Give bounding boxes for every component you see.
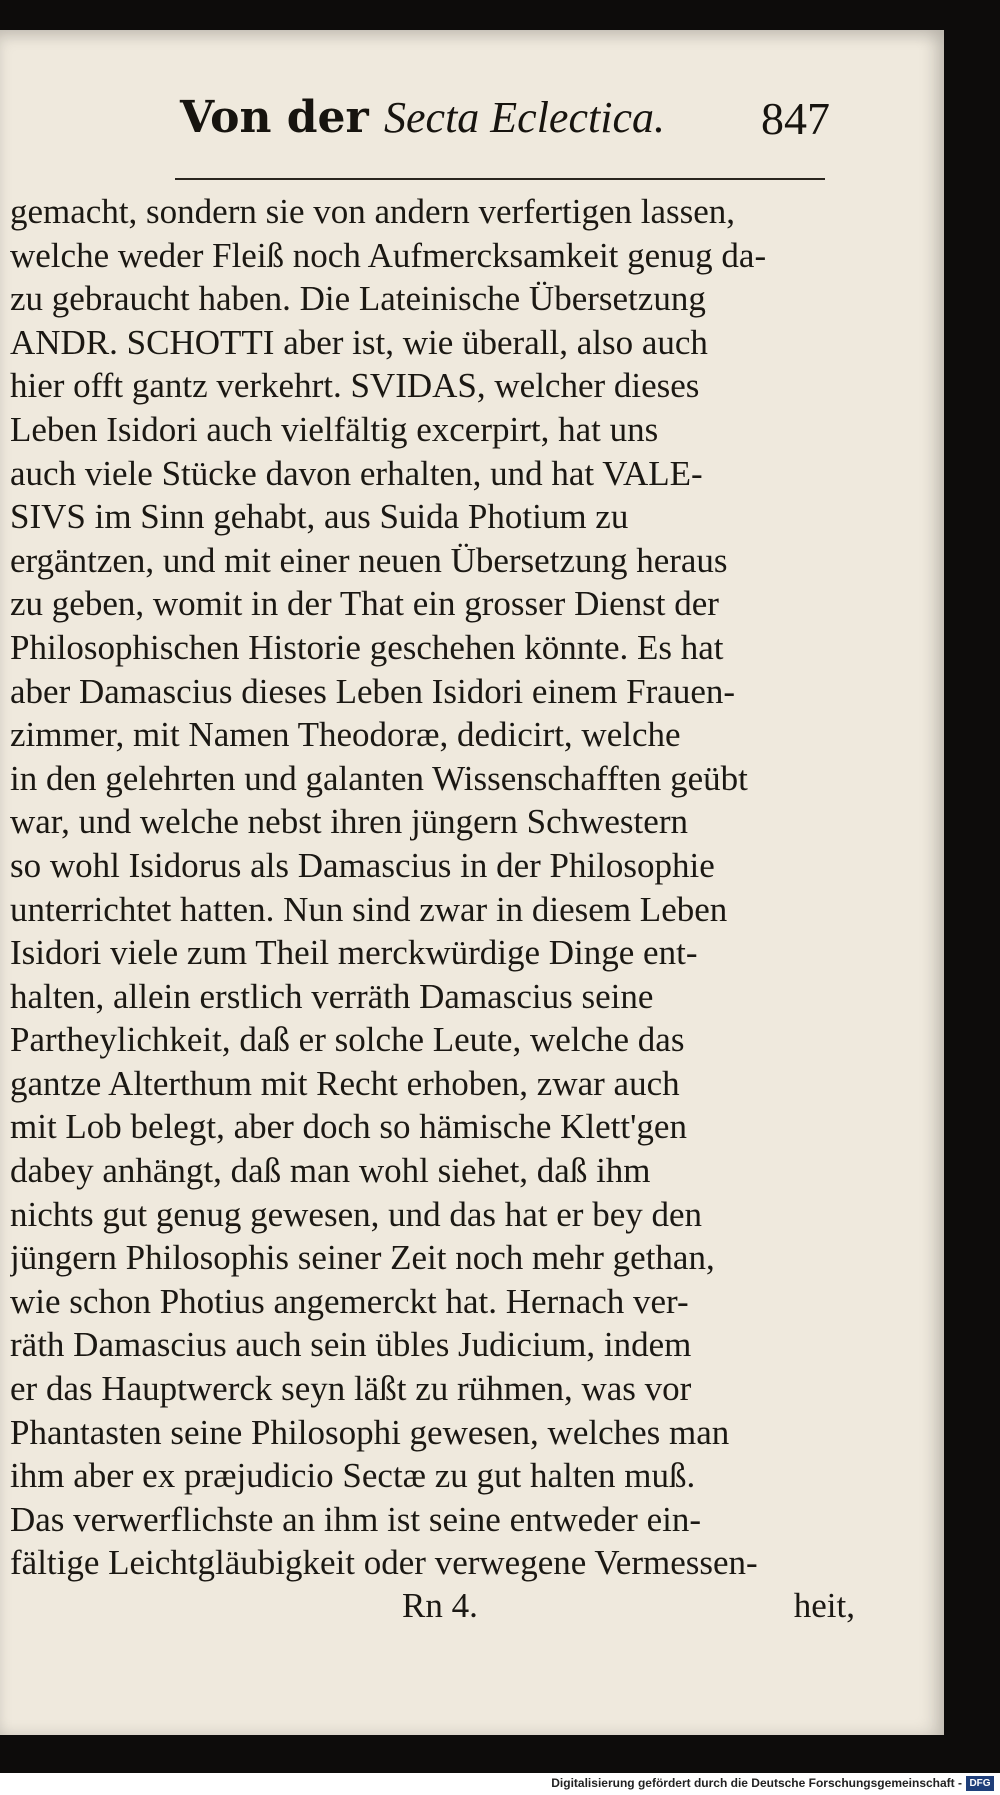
signature-mark: Rn 4. (402, 1586, 478, 1625)
text-line: gantze Alterthum mit Recht erhoben, zwar auch (10, 1063, 680, 1103)
page-header (180, 92, 830, 162)
header-rule (175, 178, 825, 180)
text-line: halten, allein erstlich verräth Damascius seine (10, 976, 654, 1016)
text-line: nichts gut genug gewesen, und das hat er bey den (10, 1194, 703, 1234)
text-line: ihm aber ex præjudicio Sectæ zu gut halten muß. (10, 1456, 696, 1496)
text-line: ANDR. SCHOTTI aber ist, wie überall, also auch (10, 322, 708, 362)
page-footer-line (10, 1586, 855, 1632)
body-text (10, 190, 850, 1585)
funding-credit: Digitalisierung gefördert durch die Deutsche Forschungsgemeinschaft - (551, 1776, 962, 1790)
text-line: aber Damascius dieses Leben Isidori einem Frauen- (10, 671, 736, 711)
text-line: fältige Leichtgläubigkeit oder verwegene Vermessen- (10, 1543, 758, 1583)
page-number: 847 (761, 93, 830, 144)
text-line: Phantasten seine Philosophi gewesen, welches man (10, 1412, 730, 1452)
text-line: mit Lob belegt, aber doch so hämische Klett'gen (10, 1107, 687, 1147)
text-line: ergäntzen, und mit einer neuen Übersetzung heraus (10, 540, 728, 580)
text-line: jüngern Philosophis seiner Zeit noch mehr gethan, (10, 1238, 715, 1278)
running-title-upright: Von der (180, 92, 385, 143)
text-line: dabey anhängt, daß man wohl siehet, daß ihm (10, 1151, 651, 1191)
running-title (180, 92, 665, 143)
text-line: hier offt gantz verkehrt. SVIDAS, welcher dieses (10, 366, 700, 406)
text-line: gemacht, sondern sie von andern verfertigen lassen, (10, 192, 736, 231)
text-line: Partheylichkeit, daß er solche Leute, welche das (10, 1020, 685, 1060)
text-line: welche weder Fleiß noch Aufmercksamkeit genug da- (10, 235, 767, 275)
text-line: unterrichtet hatten. Nun sind zwar in diesem Leben (10, 889, 728, 929)
text-line: SIVS im Sinn gehabt, aus Suida Photium zu (10, 497, 629, 537)
text-line: räth Damascius auch sein übles Judicium, indem (10, 1325, 692, 1365)
text-line: zimmer, mit Namen Theodoræ, dedicirt, welche (10, 715, 681, 755)
text-line: wie schon Photius angemerckt hat. Hernach ver- (10, 1281, 689, 1321)
book-page (0, 30, 944, 1735)
text-line: zu gebraucht haben. Die Lateinische Übersetzung (10, 279, 706, 319)
dfg-logo: DFG (966, 1776, 994, 1791)
running-title-italic: Secta Eclectica. (384, 93, 665, 142)
text-line: zu geben, womit in der That ein grosser Dienst der (10, 584, 719, 624)
text-line: er das Hauptwerck seyn läßt zu rühmen, was vor (10, 1369, 692, 1409)
text-line: Leben Isidori auch vielfältig excerpirt, hat uns (10, 409, 659, 449)
text-line: so wohl Isidorus als Damascius in der Philosophie (10, 845, 715, 885)
text-line: Isidori viele zum Theil merckwürdige Dinge ent- (10, 933, 698, 973)
catchword: heit, (793, 1586, 855, 1625)
digitization-footer (0, 1773, 1000, 1795)
text-line: war, und welche nebst ihren jüngern Schwestern (10, 802, 688, 842)
text-line: in den gelehrten und galanten Wissenschafften geübt (10, 758, 748, 798)
text-line: Das verwerflichste an ihm ist seine entweder ein- (10, 1499, 701, 1539)
text-line: auch viele Stücke davon erhalten, und hat VALE- (10, 453, 703, 493)
text-line: Philosophischen Historie geschehen könnte. Es hat (10, 627, 724, 667)
